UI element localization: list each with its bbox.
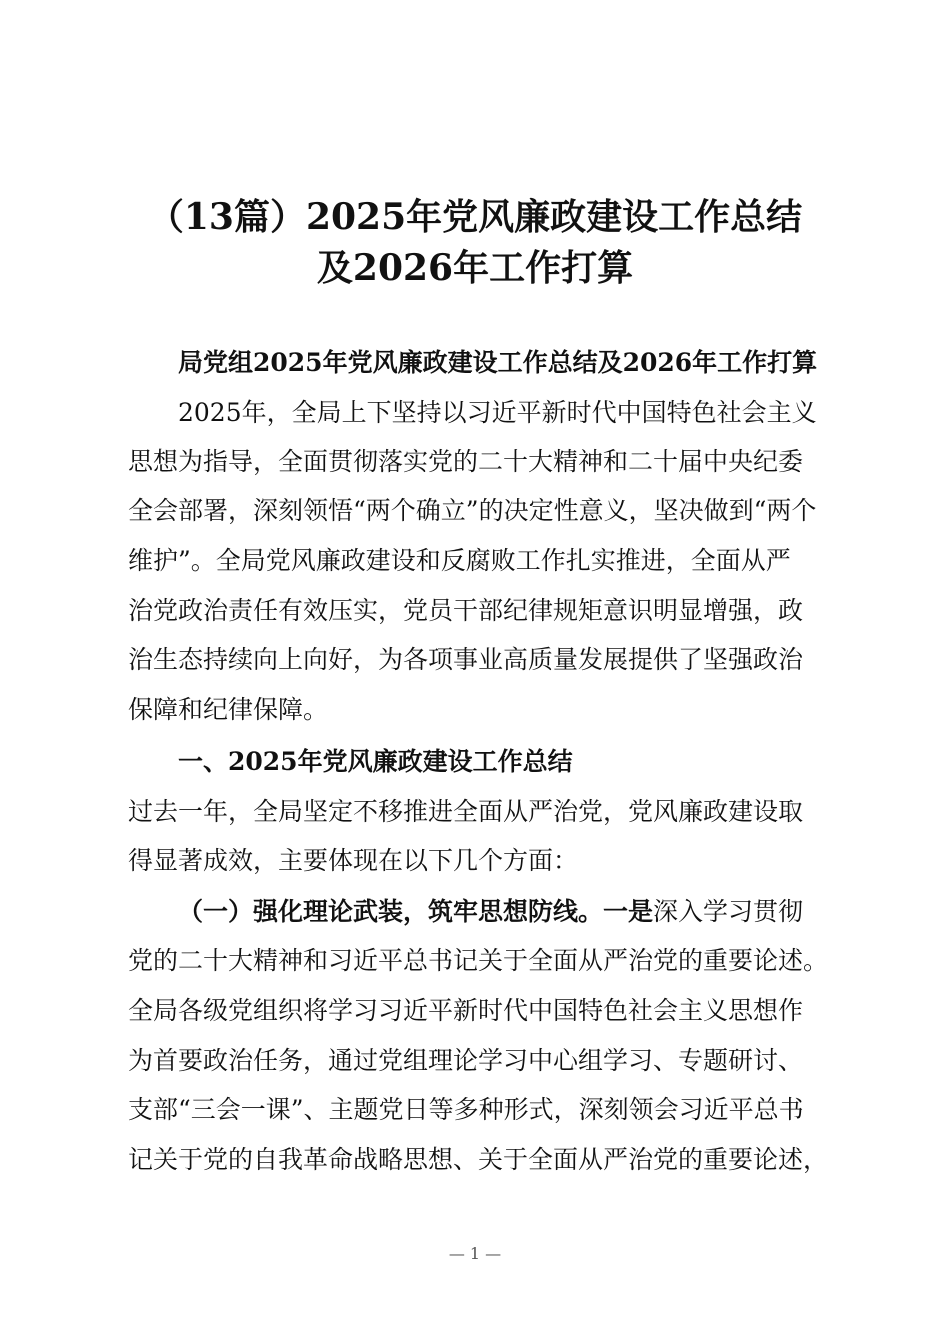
subsection-heading: （一）强化理论武装，筑牢思想防线。一是 <box>178 897 654 926</box>
paragraph-line: 党的二十大精神和习近平总书记关于全面从严治党的重要论述。 <box>128 946 829 975</box>
report-subtitle: 局党组2025年党风廉政建设工作总结及2026年工作打算 <box>178 348 818 377</box>
paragraph-line: 得显著成效，主要体现在以下几个方面： <box>128 846 579 875</box>
paragraph-line: 保障和纪律保障。 <box>128 695 329 724</box>
paragraph-line: 为首要政治任务，通过党组理论学习中心组学习、专题研讨、 <box>128 1046 804 1075</box>
paragraph-line: 思想为指导，全面贯彻落实党的二十大精神和二十届中央纪委 <box>128 447 804 476</box>
document-title-line-2: 及2026年工作打算 <box>316 247 634 289</box>
subsection-first-line <box>178 895 803 929</box>
document-title-line-1: （13篇）2025年党风廉政建设工作总结 <box>147 196 803 238</box>
paragraph-line: 过去一年，全局坚定不移推进全面从严治党，党风廉政建设取 <box>128 797 804 826</box>
paragraph-line: 治生态持续向上向好，为各项事业高质量发展提供了坚强政治 <box>128 645 804 674</box>
paragraph-line: 治党政治责任有效压实，党员干部纪律规矩意识明显增强，政 <box>128 596 804 625</box>
paragraph-line: 维护”。全局党风廉政建设和反腐败工作扎实推进，全面从严 <box>128 546 791 575</box>
paragraph-line: 2025年，全局上下坚持以习近平新时代中国特色社会主义 <box>178 398 817 427</box>
section-heading: 一、2025年党风廉政建设工作总结 <box>178 747 573 776</box>
page-number: — 1 — <box>448 1244 502 1263</box>
paragraph-line: 全会部署，深刻领悟“两个确立”的决定性意义，坚决做到“两个 <box>128 496 817 525</box>
paragraph-line: 全局各级党组织将学习习近平新时代中国特色社会主义思想作 <box>128 996 804 1025</box>
paragraph-line: 支部“三会一课”、主题党日等多种形式，深刻领会习近平总书 <box>128 1095 804 1124</box>
subsection-text: 深入学习贯彻 <box>653 897 804 926</box>
paragraph-line: 记关于党的自我革命战略思想、关于全面从严治党的重要论述， <box>128 1145 829 1174</box>
